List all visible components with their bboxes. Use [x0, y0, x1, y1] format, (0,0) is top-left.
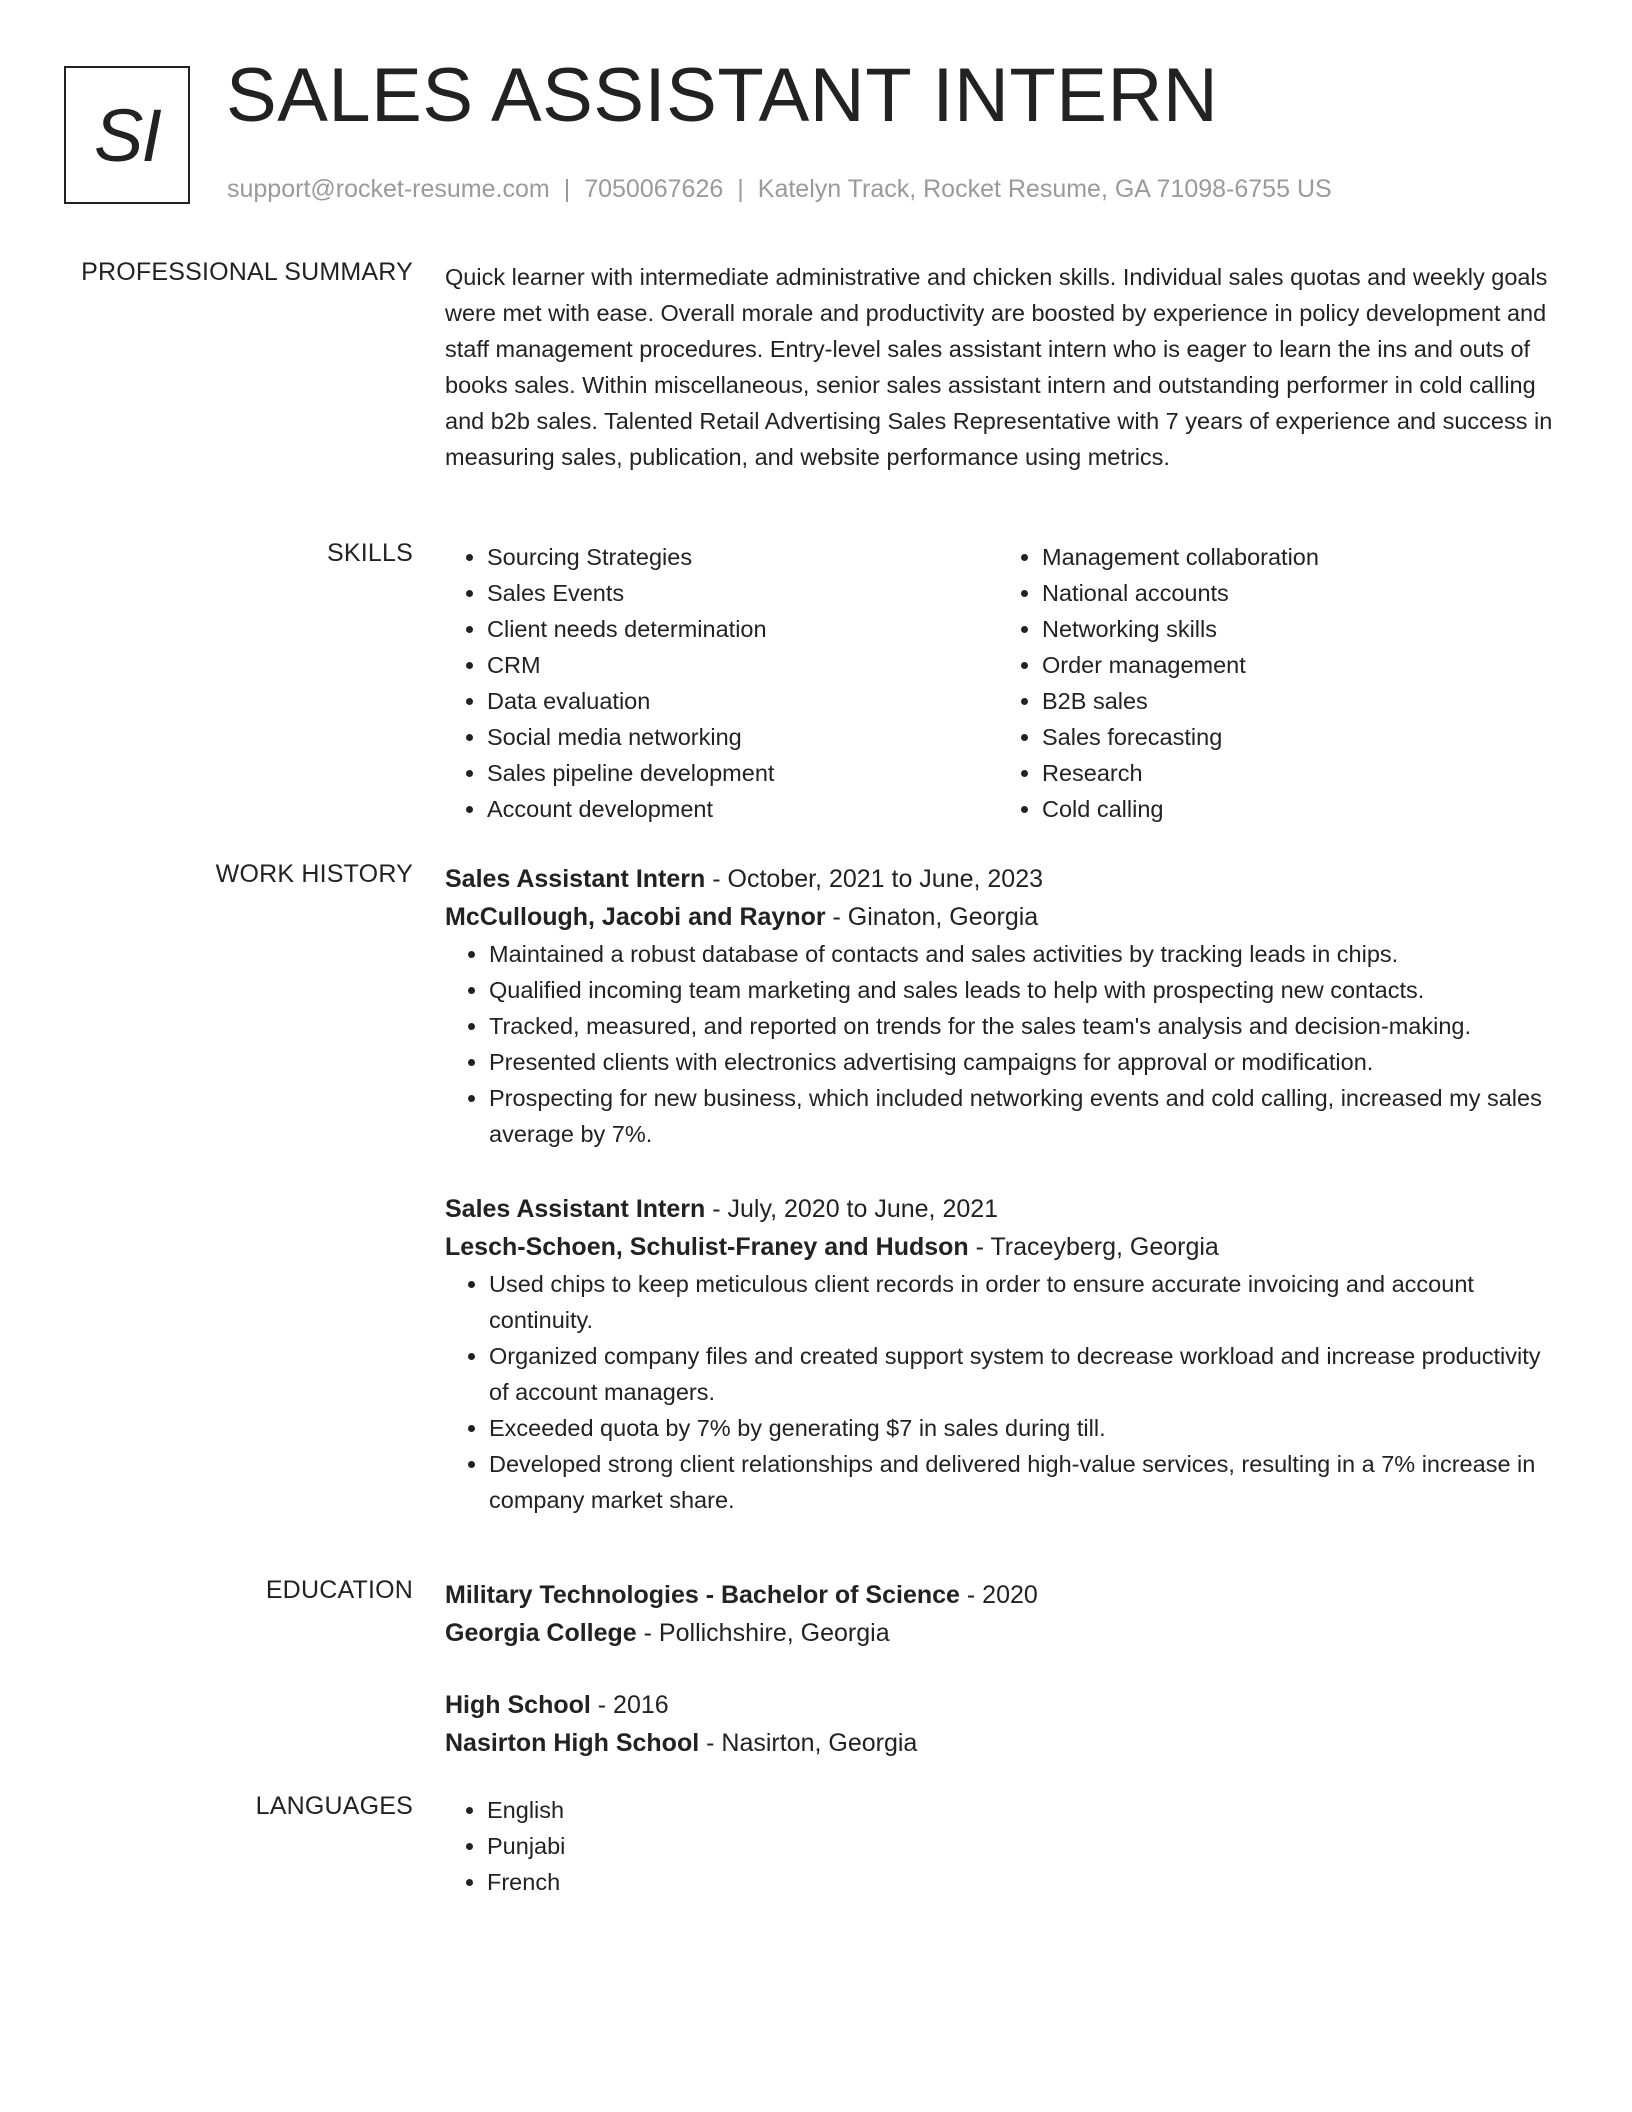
job-bullets — [445, 936, 1555, 1152]
skills-list-right — [998, 539, 1553, 827]
education-school: Nasirton High School — [445, 1729, 700, 1757]
job-bullet: • Prospecting for new business, which included networking events and cold calling, increased my sales average by 7%. — [489, 1080, 1555, 1152]
job-bullet: • Organized company files and created support system to decrease workload and increase productivity of account managers. — [489, 1338, 1555, 1410]
skill-item: • Research — [1042, 755, 1553, 791]
education-degree: Military Technologies - Bachelor of Science — [445, 1581, 960, 1609]
skill-item: • B2B sales — [1042, 683, 1553, 719]
skill-item: • Sales pipeline development — [487, 755, 998, 791]
contact-line — [227, 175, 1332, 204]
job-title-line — [445, 1190, 1555, 1228]
contact-email: support@rocket-resume.com — [227, 175, 550, 203]
language-item: • French — [487, 1864, 1553, 1900]
contact-separator: | — [563, 175, 571, 203]
education-body — [445, 1576, 1555, 1762]
job-bullet: • Developed strong client relationships and delivered high-value services, resulting in a 7% increase in company market share. — [489, 1446, 1555, 1518]
education-year: - 2016 — [590, 1691, 669, 1719]
work-history-body — [445, 860, 1555, 1518]
education-school-line — [445, 1614, 1555, 1652]
education-degree-line — [445, 1686, 1555, 1724]
job-bullet: • Maintained a robust database of contacts and sales activities by tracking leads in chips. — [489, 936, 1555, 972]
skill-item: • Client needs determination — [487, 611, 998, 647]
job-location: - Traceyberg, Georgia — [968, 1233, 1219, 1261]
job-title: Sales Assistant Intern — [445, 1195, 706, 1223]
skill-item: • CRM — [487, 647, 998, 683]
job-company: Lesch-Schoen, Schulist-Franey and Hudson — [445, 1233, 969, 1261]
contact-address: Katelyn Track, Rocket Resume, GA 71098-6755 US — [757, 175, 1332, 203]
education-school-line — [445, 1724, 1555, 1762]
contact-separator: | — [737, 175, 744, 203]
contact-phone: 7050067626 — [584, 175, 724, 203]
job-bullet: • Tracked, measured, and reported on trends for the sales team's analysis and decision-making. — [489, 1008, 1555, 1044]
skill-item: • Sourcing Strategies — [487, 539, 998, 575]
skill-item: • Order management — [1042, 647, 1553, 683]
job-bullet: • Used chips to keep meticulous client records in order to ensure accurate invoicing and account continuity. — [489, 1266, 1555, 1338]
language-item: • Punjabi — [487, 1828, 1553, 1864]
languages-body — [443, 1792, 1553, 1900]
education-degree-line — [445, 1576, 1555, 1614]
job-bullets — [445, 1266, 1555, 1518]
skill-item: • Sales forecasting — [1042, 719, 1553, 755]
education-entry — [445, 1686, 1555, 1762]
skill-item: • Data evaluation — [487, 683, 998, 719]
skill-item: • Social media networking — [487, 719, 998, 755]
skill-item: • Cold calling — [1042, 791, 1553, 827]
resume-title: SALES ASSISTANT INTERN — [226, 53, 1219, 138]
job-company: McCullough, Jacobi and Raynor — [445, 903, 826, 931]
skill-item: • Account development — [487, 791, 998, 827]
education-school: Georgia College — [445, 1619, 637, 1647]
section-label: SKILLS — [327, 539, 413, 567]
job-company-line — [445, 898, 1555, 936]
job-dates: - July, 2020 to June, 2021 — [705, 1195, 999, 1223]
monogram-text: SI — [94, 93, 160, 177]
job-company-line — [445, 1228, 1555, 1266]
section-label: PROFESSIONAL SUMMARY — [81, 258, 413, 286]
job-entry — [445, 860, 1555, 1152]
education-location: - Pollichshire, Georgia — [636, 1619, 890, 1647]
job-entry — [445, 1190, 1555, 1518]
job-dates: - October, 2021 to June, 2023 — [705, 865, 1044, 893]
section-label: WORK HISTORY — [215, 860, 413, 888]
skills-columns — [443, 539, 1553, 827]
education-year: - 2020 — [959, 1581, 1038, 1609]
skill-item: • National accounts — [1042, 575, 1553, 611]
skill-item: • Management collaboration — [1042, 539, 1553, 575]
skill-item: • Networking skills — [1042, 611, 1553, 647]
languages-list — [443, 1792, 1553, 1900]
section-label: EDUCATION — [265, 1576, 413, 1604]
summary-text: Quick learner with intermediate administrative and chicken skills. Individual sales quotas and weekly goals were met with ease. Overall morale and productivity are boosted by experience in policy development and staff management procedures. Entry-level sales assistant intern who is eager to learn the ins and outs of books sales. Within miscellaneous, senior sales assistant intern and outstanding performer in cold calling and b2b sales. Talented Retail Advertising Sales Representative with 7 years of experience and success in measuring sales, publication, and website performance using metrics. — [445, 264, 1553, 470]
job-location: - Ginaton, Georgia — [825, 903, 1039, 931]
education-degree: High School — [445, 1691, 591, 1719]
skill-item: • Sales Events — [487, 575, 998, 611]
language-item: • English — [487, 1792, 1553, 1828]
section-label: LANGUAGES — [255, 1792, 413, 1820]
monogram-badge — [64, 66, 190, 204]
job-title-line — [445, 860, 1555, 898]
job-bullet: • Presented clients with electronics advertising campaigns for approval or modification. — [489, 1044, 1555, 1080]
education-entry — [445, 1576, 1555, 1652]
summary-body — [445, 259, 1555, 475]
job-bullet: • Exceeded quota by 7% by generating $7 in sales during till. — [489, 1410, 1555, 1446]
job-bullet: • Qualified incoming team marketing and sales leads to help with prospecting new contacts. — [489, 972, 1555, 1008]
job-title: Sales Assistant Intern — [445, 865, 706, 893]
skills-list-left — [443, 539, 998, 827]
education-location: - Nasirton, Georgia — [699, 1729, 918, 1757]
